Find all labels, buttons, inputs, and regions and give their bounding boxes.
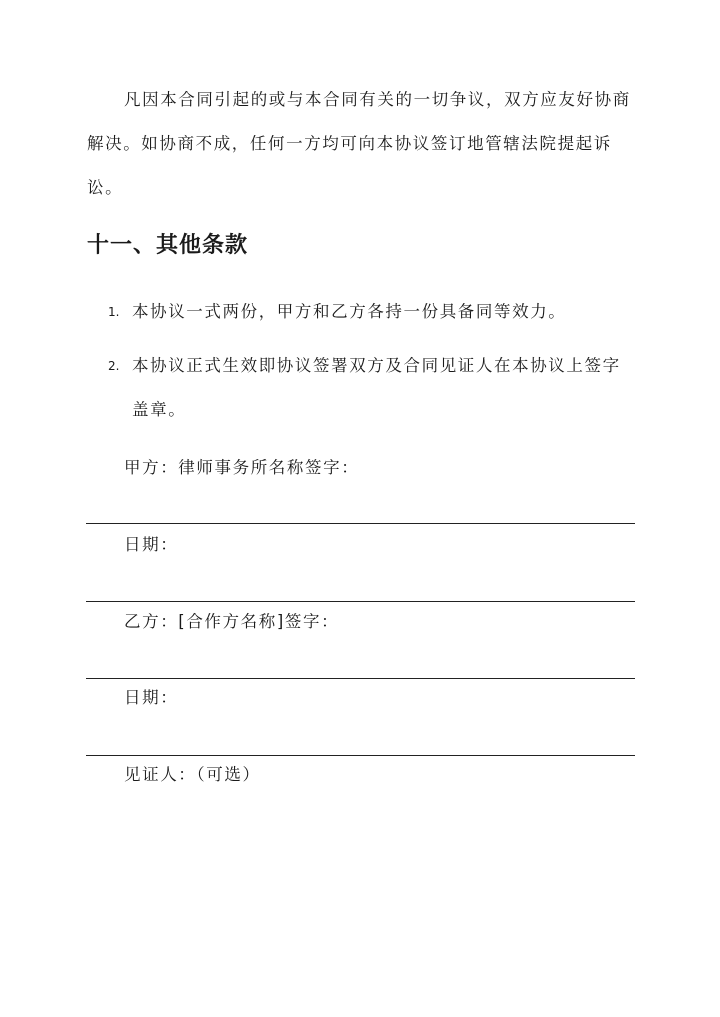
clause-number: 2. [108, 359, 120, 373]
dispute-resolution-paragraph: 凡因本合同引起的或与本合同有关的一切争议，双方应友好协商解决。如协商不成，任何一方均可向本协议签订地管辖法院提起诉讼。 [87, 90, 631, 197]
witness-label: 见证人：（可选） [124, 765, 261, 784]
clause-text: 本协议一式两份，甲方和乙方各持一份具备同等效力。 [132, 302, 567, 321]
clause-number: 1. [108, 305, 120, 319]
signature-line [86, 601, 635, 602]
party-a-signature-label: 甲方：律师事务所名称签字： [124, 458, 360, 477]
clause-text: 本协议正式生效即协议签署双方及合同见证人在本协议上签字盖章。 [132, 356, 621, 419]
signature-line [86, 678, 635, 679]
clause-item [108, 290, 628, 334]
signature-line [86, 523, 635, 524]
clause-item [108, 344, 628, 432]
party-b-date-label: 日期： [124, 688, 179, 707]
section-heading: 十一、其他条款 [87, 233, 249, 258]
party-a-date-label: 日期： [124, 535, 179, 554]
signature-line [86, 755, 635, 756]
party-b-signature-label: 乙方：[合作方名称]签字： [124, 612, 340, 631]
